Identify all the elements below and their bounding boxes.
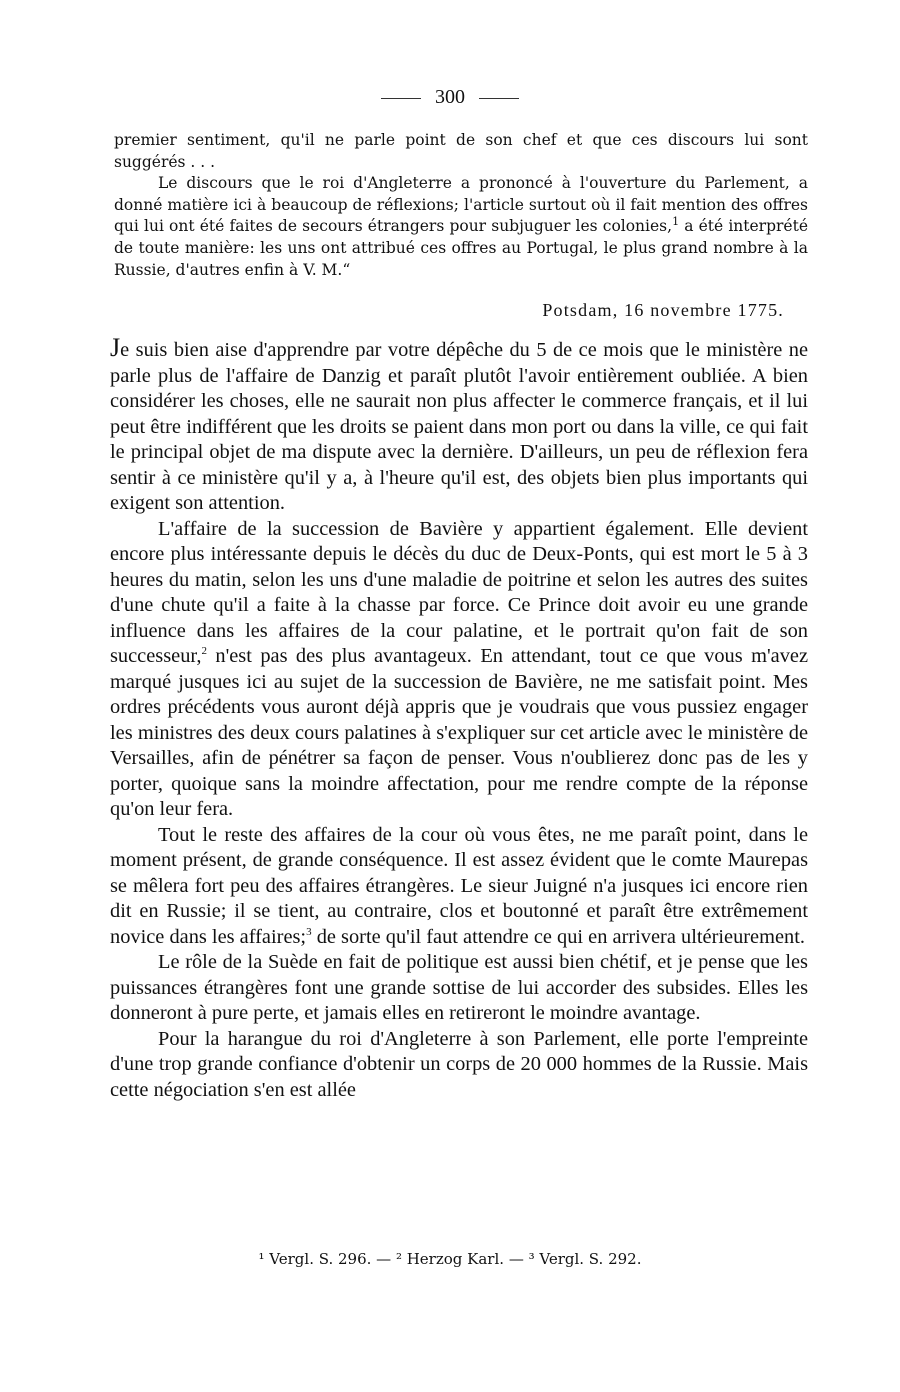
quote-paragraph-1: premier sentiment, qu'il ne parle point de son chef et que ces discours lui sont suggérés . . . — [114, 131, 808, 171]
header-rule-left — [381, 98, 421, 99]
quote-paragraph-2-text-a: Le discours que le roi d'Angleterre a prononcé à l'ouverture du Parlement, a donné matière ici à beaucoup de réflexions; l'article surtout où il fait mention des offres qui lui ont été faites de secours étrangers pour subjuguer les colonies, — [114, 174, 808, 236]
body-paragraph-3-text-b: de sorte qu'il faut attendre ce qui en arrivera ultérieurement. — [311, 925, 805, 948]
body-paragraph-3 — [110, 823, 808, 951]
body-paragraph-2-text-b: n'est pas des plus avantageux. En attendant, tout ce que vous m'avez marqué jusques ici au sujet de la succession de Bavière, ne me satisfait point. Mes ordres précédents vous auront déjà appris que je voudrais que vous pussiez engager les ministres des deux cours palatines à s'expliquer sur cet article avec le ministère de Versailles, afin de pénétrer sa façon de penser. Vous n'oublierez donc pas de les y porter, quoique sans la moindre affectation, pour me rendre compte de la réponse qu'on leur fera. — [110, 645, 808, 820]
quoted-report — [114, 130, 808, 281]
footnotes: ¹ Vergl. S. 296. — ² Herzog Karl. — ³ Vergl. S. 292. — [258, 1250, 642, 1268]
quote-paragraph-2 — [114, 173, 808, 281]
body-paragraph-1 — [110, 335, 808, 517]
quote-paragraph-2-text-b: a été interprété de toute manière: les uns ont attribué ces offres au Portugal, le plus grand nombre à la Russie, d'autres enfin à V. M.“ — [114, 217, 808, 279]
body-paragraph-3-text-a: Tout le reste des affaires de la cour où vous êtes, ne me paraît point, dans le moment présent, de grande conséquence. Il est assez évident que le comte Maurepas se mêlera fort peu des affaires étrangères. Le sieur Juigné n'a jusques ici encore rien dit en Russie; il se tient, au contraire, clos et boutonné et paraît être extrêmement novice dans les affaires; — [110, 823, 808, 948]
body-paragraph-4: Le rôle de la Suède en fait de politique est aussi bien chétif, et je pense que les puissances étrangères font une grande sottise de lui accorder des subsides. Elles les donneront à pure perte, et jamais elles en retireront le moindre avantage. — [110, 951, 808, 1024]
body-paragraph-5: Pour la harangue du roi d'Angleterre à son Parlement, elle porte l'empreinte d'une trop grande confiance d'obtenir un corps de 20 000 hommes de la Russie. Mais cette négociation s'en est allée — [110, 1027, 808, 1101]
header-rule-right — [479, 98, 519, 99]
page-header — [0, 86, 900, 109]
body-paragraph-2 — [110, 517, 808, 823]
footnote-ref-1: 1 — [672, 215, 680, 229]
body-paragraph-1-text: e suis bien aise d'apprendre par votre dépêche du 5 de ce mois que le ministère ne parle plus de l'affaire de Danzig et paraît plutôt l'avoir entièrement oubliée. A bien considérer les choses, elle ne saurait non plus affecter le commerce français, et il lui peut être indifférent que les droits se paient dans mon port ou dans la ville, ce qui fait le principal objet de ma dispute avec la dernière. D'ailleurs, un peu de réflexion fera sentir à ce ministère qu'il y a, à l'heure qu'il est, des objets bien plus importants qui exigent son attention. — [110, 339, 808, 514]
dateline: Potsdam, 16 novembre 1775. — [542, 300, 784, 320]
body-paragraph-2-text-a: L'affaire de la succession de Bavière y appartient également. Elle devient encore plus intéressante depuis le décès du duc de Deux-Ponts, qui est mort le 5 à 3 heures du matin, selon les uns d'une maladie de poitrine et selon les autres des suites d'une chute qu'il a faite à la chasse par force. Ce Prince doit avoir eu une grande influence dans les affaires de la cour palatine, et le portrait qu'on fait de son successeur, — [110, 517, 808, 667]
footnote-ref-3: 3 — [306, 925, 312, 938]
page-number: 300 — [435, 86, 465, 108]
initial-letter: J — [110, 333, 121, 362]
footnote-ref-2: 2 — [201, 645, 207, 658]
letter-body — [110, 335, 808, 1103]
